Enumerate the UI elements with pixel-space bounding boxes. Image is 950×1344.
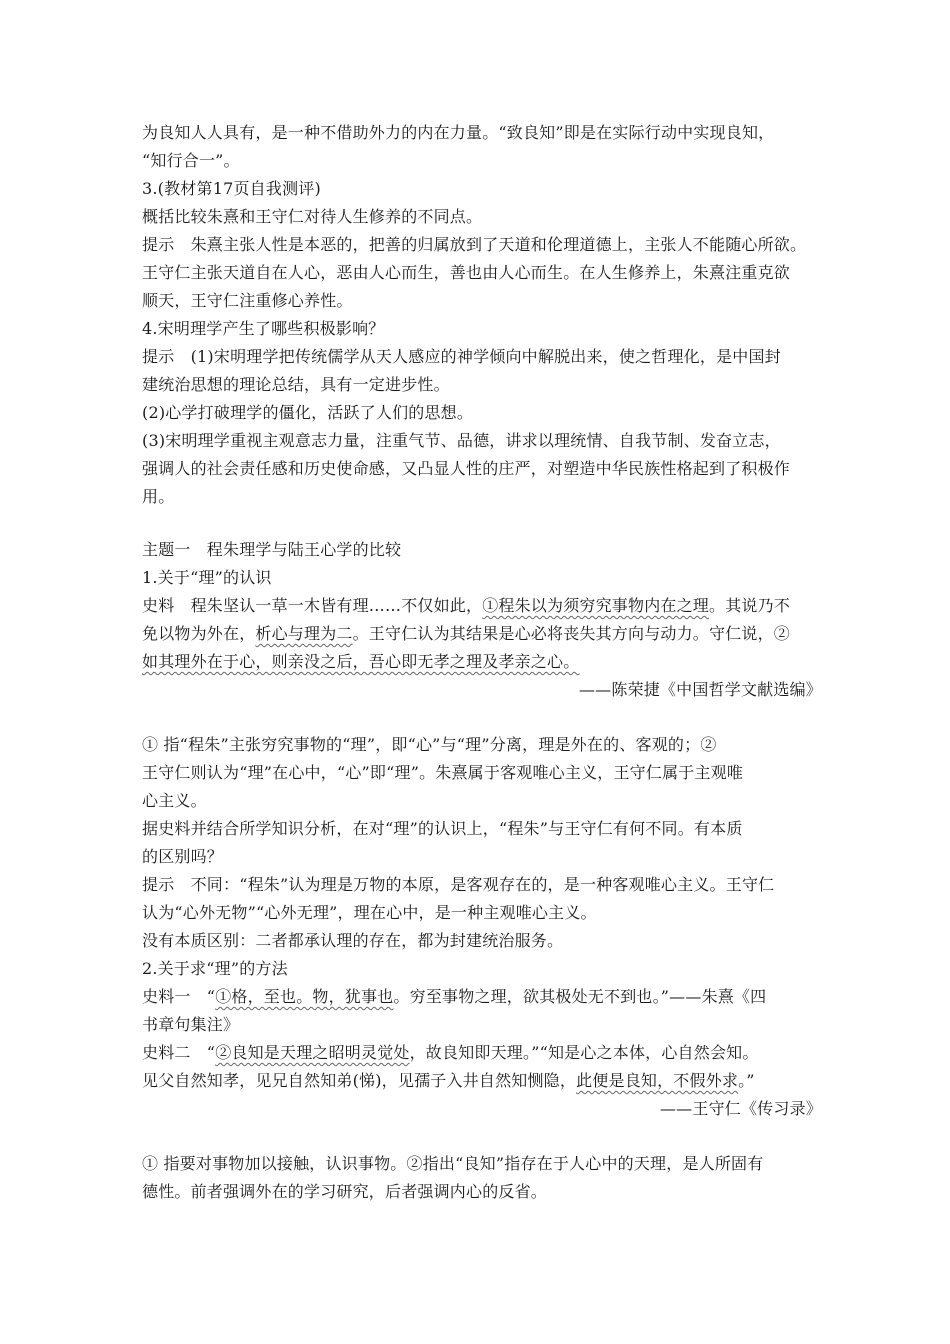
source-text: 史料一 “ [142, 987, 216, 1006]
underlined-text: 如其理外在于心，则亲没之后，吾心即无孝之理及孝亲之心。 [142, 652, 580, 671]
answer-line: 用。 [142, 487, 175, 506]
answer-line: 建统治思想的理论总结，具有一定进步性。 [142, 375, 450, 394]
answer-line: 王守仁主张天道自在人心，恶由人心而生，善也由人心而生。在人生修养上，朱熹注重克欲 [142, 263, 791, 282]
answer-line: 顺天，王守仁注重修心养性。 [142, 291, 353, 310]
answer-line: 提示 不同：“程朱”认为理是万物的本原，是客观存在的，是一种客观唯心主义。王守仁 [142, 875, 775, 894]
question-heading: 4.宋明理学产生了哪些积极影响？ [142, 319, 385, 338]
underlined-text: 析心与理为二 [255, 624, 353, 643]
source-text: 免以物为外在， [142, 624, 256, 643]
source-text: 。其说乃不 [709, 596, 791, 615]
annotation-line: ① 指要对事物加以接触，认识事物。②指出“良知”指存在于人心中的天理，是人所固有 [142, 1154, 764, 1173]
question-heading: 3.(教材第17页自我测评) [142, 179, 321, 198]
source-text: ，故良知即天理。”“知是心之本体，心自然会知。 [409, 1043, 759, 1062]
underlined-text: 此便是良知，不假外求 [576, 1071, 739, 1090]
underlined-text: ①程朱以为须穷究事物内在之理 [482, 596, 710, 615]
source-text: 。” [738, 1071, 755, 1090]
underlined-text: ②良知是天理之昭明灵觉处 [215, 1043, 410, 1062]
question-text: 概括比较朱熹和王守仁对待人生修养的不同点。 [142, 207, 483, 226]
answer-line: 认为“心外无物”“心外无理”，理在心中，是一种主观唯心主义。 [142, 903, 597, 922]
answer-line: (3)宋明理学重视主观意志力量，注重气节、品德，讲求以理统情、自我节制、发奋立志， [142, 431, 781, 450]
source-text: 。王守仁认为其结果是心必将丧失其方向与动力。守仁说，② [352, 624, 791, 643]
source-citation: ——王守仁《传习录》 [659, 1099, 822, 1118]
answer-line: 强调人的社会责任感和历史使命感，又凸显人性的庄严，对塑造中华民族性格起到了积极作 [142, 459, 791, 478]
question-text: 据史料并结合所学知识分析，在对“理”的认识上，“程朱”与王守仁有何不同。有本质 [142, 819, 743, 838]
source-line [142, 1041, 822, 1065]
underlined-text: ①格，至也。物，犹事也 [215, 987, 394, 1006]
annotation-line: 德性。前者强调外在的学习研究，后者强调内心的反省。 [142, 1182, 548, 1201]
subsection-heading: 2.关于求“理”的方法 [142, 959, 288, 978]
source-line [142, 650, 822, 674]
source-text: 。穷至事物之理，欲其极处无不到也。”——朱熹《四 [393, 987, 767, 1006]
annotation-line: 王守仁则认为“理”在心中，“心”即“理”。朱熹属于客观唯心主义，王守仁属于主观唯 [142, 763, 744, 782]
source-text: 史料 程朱坚认一草一木皆有理……不仅如此， [142, 596, 483, 615]
source-line [142, 622, 822, 646]
source-line: 书章句集注》 [142, 1015, 240, 1034]
source-text: 史料二 “ [142, 1043, 216, 1062]
paragraph-line: 为良知人人具有，是一种不借助外力的内在力量。“致良知”即是在实际行动中实现良知， [142, 123, 775, 142]
paragraph-line: “知行合一”。 [142, 151, 240, 170]
source-line [142, 1069, 822, 1093]
subsection-heading: 1.关于“理”的认识 [142, 568, 272, 587]
annotation-line: 心主义。 [142, 791, 207, 810]
answer-line: 提示 (1)宋明理学把传统儒学从天人感应的神学倾向中解脱出来，使之哲理化，是中国封 [142, 347, 781, 366]
source-citation: ——陈荣捷《中国哲学文献选编》 [578, 680, 822, 699]
answer-line: 没有本质区别：二者都承认理的存在，都为封建统治服务。 [142, 931, 564, 950]
question-text: 的区别吗？ [142, 847, 224, 866]
annotation-line: ① 指“程朱”主张穷究事物的“理”，即“心”与“理”分离，理是外在的、客观的；② [142, 735, 717, 754]
answer-line: 提示 朱熹主张人性是本恶的，把善的归属放到了天道和伦理道德上，主张人不能随心所欲。 [142, 235, 807, 254]
source-line [142, 594, 822, 618]
source-text: 见父自然知孝，见兄自然知弟(悌)，见孺子入井自然知恻隐， [142, 1071, 577, 1090]
answer-line: (2)心学打破理学的僵化，活跃了人们的思想。 [142, 403, 474, 422]
source-line [142, 985, 822, 1009]
section-title: 主题一 程朱理学与陆王心学的比较 [142, 540, 402, 559]
